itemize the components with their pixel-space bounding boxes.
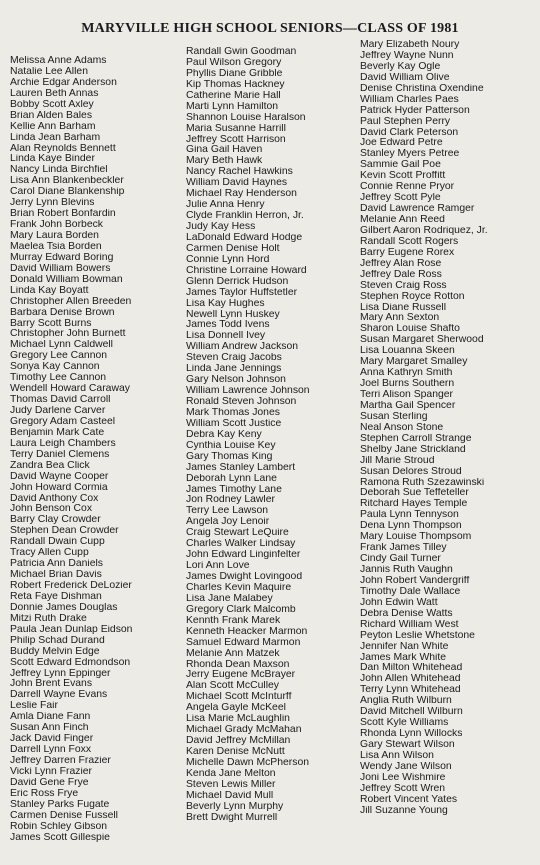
student-name: Anglia Ruth Wilburn xyxy=(360,696,452,707)
student-name: Christopher John Burnett xyxy=(10,329,126,340)
student-name: Lauren Beth Annas xyxy=(10,88,99,99)
student-name: Nancy Linda Birchfiel xyxy=(10,165,108,176)
student-name: Philip Schad Durand xyxy=(10,635,105,646)
student-name: David Lawrence Ramger xyxy=(360,204,475,215)
student-name: Debra Denise Watts xyxy=(360,608,453,619)
student-name: Michael Grady McMahan xyxy=(186,725,302,736)
student-name: Joel Burns Southern xyxy=(360,379,455,390)
student-name: John Howard Cormia xyxy=(10,482,108,493)
student-name: Paul Wilson Gregory xyxy=(186,57,282,68)
student-name: Ronald Steven Johnson xyxy=(186,397,297,407)
student-name: Randall Gwin Goodman xyxy=(186,47,297,57)
student-name: James Taylor Huffstetler xyxy=(186,287,298,298)
student-name: Paula Lynn Tennyson xyxy=(360,510,459,521)
student-name: Linda Jean Barham xyxy=(10,132,101,143)
student-name: Mary Ann Sexton xyxy=(360,313,440,324)
student-name: Brian Alden Bales xyxy=(10,110,93,121)
student-name: Michael Lynn Caldwell xyxy=(10,340,113,351)
student-name: Lisa Donnell Ivey xyxy=(186,331,266,342)
student-name: Sammie Gail Poe xyxy=(360,160,441,171)
student-name: Jeffrey Alan Rose xyxy=(360,258,442,269)
student-name: Barbara Denise Brown xyxy=(10,307,115,318)
student-name: Susan Sterling xyxy=(360,411,428,422)
student-name: Lisa Ann Wilson xyxy=(360,750,434,761)
student-name: Gina Gail Haven xyxy=(186,145,263,156)
student-name: Joni Lee Wishmire xyxy=(360,772,446,783)
student-name: Jill Marie Stroud xyxy=(360,455,435,466)
student-name: Michelle Dawn McPherson xyxy=(186,757,310,768)
student-name: Mark Thomas Jones xyxy=(186,407,280,418)
page-title: MARYVILLE HIGH SCHOOL SENIORS—CLASS OF 1981 xyxy=(81,21,459,36)
student-name: Jennifer Nan White xyxy=(360,641,449,652)
student-name: Jeffrey Scott Pyle xyxy=(360,193,441,204)
student-name: Michael Ray Henderson xyxy=(186,189,297,200)
student-name: Lisa Diane Russell xyxy=(360,302,447,313)
student-name: Timothy Lee Cannon xyxy=(10,373,107,384)
student-name: Archie Edgar Anderson xyxy=(10,77,117,88)
student-name: Beverly Lynn Murphy xyxy=(186,801,284,812)
student-name: Beverly Kay Ogle xyxy=(360,61,441,72)
student-name: Jeffrey Scott Wren xyxy=(360,783,446,794)
student-name: Donnie James Douglas xyxy=(10,602,118,613)
student-name: David Mitchell Wilburn xyxy=(360,707,463,718)
student-name: Steven Craig Ross xyxy=(360,280,447,291)
student-name: Connie Lynn Hord xyxy=(186,254,270,265)
student-name: Kenneth Heacker Marmon xyxy=(186,626,308,637)
student-name: Jerry Eugene McBrayer xyxy=(186,670,296,681)
student-name: Dena Lynn Thompson xyxy=(360,521,462,532)
student-name: Buddy Melvin Edge xyxy=(10,646,100,657)
student-name: Frank John Borbeck xyxy=(10,220,103,231)
student-name: Carmen Denise Holt xyxy=(186,243,280,254)
student-name: Jannis Ruth Vaughn xyxy=(360,565,453,575)
student-name: Martha Gail Spencer xyxy=(360,400,456,411)
names-column-2 xyxy=(186,47,368,824)
student-name: Catherine Marie Hall xyxy=(186,90,281,101)
student-name: Randall Dwain Cupp xyxy=(10,537,105,548)
student-name: Alan Reynolds Bennett xyxy=(10,143,116,154)
student-name: David Clark Peterson xyxy=(360,127,459,138)
student-name: Steven Craig Jacobs xyxy=(186,353,282,364)
student-name: Mary Elizabeth Noury xyxy=(360,40,460,50)
student-name: Stephen Royce Rotton xyxy=(360,291,465,302)
student-name: Deborah Lynn Lane xyxy=(186,473,277,484)
student-name: Laura Leigh Chambers xyxy=(10,438,116,449)
student-name: Vicki Lynn Frazier xyxy=(10,766,92,777)
student-name: Linda Kay Boyatt xyxy=(10,285,89,296)
student-name: Gilbert Aaron Rodriquez, Jr. xyxy=(360,225,488,236)
student-name: Paula Jean Dunlap Eidson xyxy=(10,624,133,635)
student-name: Paul Stephen Perry xyxy=(360,116,451,127)
student-name: Angela Joy Lenoir xyxy=(186,517,270,528)
student-name: William Charles Paes xyxy=(360,94,459,105)
student-name: Shannon Louise Haralson xyxy=(186,112,306,123)
student-name: Mitzi Ruth Drake xyxy=(10,613,87,624)
student-name: Lori Ann Love xyxy=(186,561,250,572)
student-name: Denise Christina Oxendine xyxy=(360,83,484,94)
student-name: Sonya Kay Cannon xyxy=(10,362,100,373)
student-name: Ritchard Hayes Temple xyxy=(360,499,468,510)
student-name: Carmen Denise Fussell xyxy=(10,810,118,821)
student-name: Christine Lorraine Howard xyxy=(186,265,307,276)
student-name: Scott Edward Edmondson xyxy=(10,657,131,668)
student-name: Phyllis Diane Gribble xyxy=(186,68,283,79)
student-name: Gregory Clark Malcomb xyxy=(186,604,296,615)
student-name: Judy Darlene Carver xyxy=(10,406,106,416)
student-name: Bobby Scott Axley xyxy=(10,99,94,110)
student-name: Linda Jane Jennings xyxy=(186,364,282,375)
student-name: Samuel Edward Marmon xyxy=(186,637,301,648)
student-name: Timothy Dale Wallace xyxy=(360,586,461,597)
student-name: Susan Delores Stroud xyxy=(360,466,462,477)
student-name: Stephen Carroll Strange xyxy=(360,433,472,444)
student-name: Patricia Ann Daniels xyxy=(10,559,103,570)
student-name: Kip Thomas Hackney xyxy=(186,79,285,90)
student-name: Leslie Fair xyxy=(10,701,58,712)
student-name: Amla Diane Fann xyxy=(10,712,91,723)
names-column-3 xyxy=(360,40,540,817)
student-name: Judy Kay Hess xyxy=(186,222,256,232)
student-name: Melissa Anne Adams xyxy=(10,56,107,66)
student-name: Stanley Myers Petree xyxy=(360,149,460,160)
student-name: Karen Denise McNutt xyxy=(186,747,285,757)
student-name: David William Olive xyxy=(360,72,450,83)
student-name: David Jeffrey McMillan xyxy=(186,736,291,747)
student-name: Randall Scott Rogers xyxy=(360,236,459,247)
student-name: Neal Anson Stone xyxy=(360,422,444,433)
student-name: Gregory Adam Casteel xyxy=(10,416,116,427)
student-name: Rhonda Lynn Willocks xyxy=(360,729,463,740)
student-name: Christopher Allen Breeden xyxy=(10,296,132,307)
student-name: Cindy Gail Turner xyxy=(360,554,441,565)
student-name: Craig Stewart LeQuire xyxy=(186,528,289,539)
student-name: Joe Edward Petre xyxy=(360,138,443,149)
student-name: Susan Ann Finch xyxy=(10,723,89,734)
student-name: Susan Margaret Sherwood xyxy=(360,335,484,346)
student-name: Donald William Bowman xyxy=(10,274,123,285)
student-name: Frank James Tilley xyxy=(360,543,447,554)
student-name: Jeffrey Wayne Nunn xyxy=(360,50,454,61)
student-name: Kellie Ann Barham xyxy=(10,121,96,132)
student-name: Charles Walker Lindsay xyxy=(186,539,296,550)
student-name: William Andrew Jackson xyxy=(186,342,299,353)
student-name: William David Haynes xyxy=(186,178,288,189)
student-name: Gary Stewart Wilson xyxy=(360,740,455,750)
student-name: Stanley Parks Fugate xyxy=(10,799,110,810)
student-name: Glenn Derrick Hudson xyxy=(186,276,289,287)
student-name: Steven Lewis Miller xyxy=(186,779,276,790)
student-name: Wendy Jane Wilson xyxy=(360,761,452,772)
student-name: Brian Robert Bonfardin xyxy=(10,209,116,220)
student-name: Kevin Scott Proffitt xyxy=(360,171,446,182)
student-name: Melanie Ann Matzek xyxy=(186,648,280,659)
student-name: Robert Frederick DeLozier xyxy=(10,581,132,591)
student-name: Linda Kaye Binder xyxy=(10,154,95,165)
student-name: Ramona Ruth Szezawinski xyxy=(360,477,485,488)
student-name: Scott Kyle Williams xyxy=(360,718,449,729)
student-name: Michael Brian Davis xyxy=(10,570,102,581)
names-column-1 xyxy=(10,56,192,844)
student-name: Lisa Jane Malabey xyxy=(186,593,273,604)
student-name: William Lawrence Johnson xyxy=(186,386,310,397)
student-name: Gary Nelson Johnson xyxy=(186,375,286,386)
student-name: David Gene Frye xyxy=(10,777,89,788)
student-name: Benjamin Mark Cate xyxy=(10,427,105,438)
student-name: Michael David Mull xyxy=(186,790,274,801)
student-name: Debra Kay Keny xyxy=(186,429,262,440)
student-name: Lisa Kay Hughes xyxy=(186,298,265,309)
student-name: Zandra Bea Click xyxy=(10,460,90,471)
student-name: Maelea Tsia Borden xyxy=(10,241,102,252)
student-name: Brett Dwight Murrell xyxy=(186,812,278,823)
student-name: Jeffrey Lynn Eppinger xyxy=(10,668,111,679)
student-name: Gregory Lee Cannon xyxy=(10,351,108,362)
student-name: Newell Lynn Huskey xyxy=(186,309,280,320)
student-name: James Todd Ivens xyxy=(186,320,270,331)
student-name: Lisa Louanna Skeen xyxy=(360,346,455,357)
student-name: Eric Ross Frye xyxy=(10,788,79,799)
student-name: Marti Lynn Hamilton xyxy=(186,101,279,112)
student-name: Maria Susanne Harrill xyxy=(186,123,286,134)
student-name: Charles Kevin Maquire xyxy=(186,582,292,593)
student-name: James Scott Gillespie xyxy=(10,832,110,843)
student-name: Jeffrey Darren Frazier xyxy=(10,756,111,766)
student-name: Nancy Rachel Hawkins xyxy=(186,167,293,178)
student-name: Jack David Finger xyxy=(10,734,94,745)
student-name: Melanie Ann Reed xyxy=(360,215,445,225)
student-name: Robin Schley Gibson xyxy=(10,821,108,832)
student-name: Barry Scott Burns xyxy=(10,318,92,329)
student-name: Kennth Frank Marek xyxy=(186,615,281,626)
student-name: Alan Scott McCulley xyxy=(186,681,279,692)
student-name: Jeffrey Dale Ross xyxy=(360,269,442,280)
student-name: Richard William West xyxy=(360,619,459,630)
student-name: Terri Alison Spanger xyxy=(360,390,453,400)
student-name: Terry Lynn Whitehead xyxy=(360,685,461,696)
student-name: Murray Edward Boring xyxy=(10,252,114,263)
student-name: Clyde Franklin Herron, Jr. xyxy=(186,211,304,222)
student-name: Patrick Hyder Patterson xyxy=(360,105,470,116)
student-name: Tracy Allen Cupp xyxy=(10,548,89,559)
student-name: Lisa Marie McLaughlin xyxy=(186,714,290,725)
student-name: LaDonald Edward Hodge xyxy=(186,232,303,243)
student-name: Dan Milton Whitehead xyxy=(360,663,463,674)
student-name: Thomas David Carroll xyxy=(10,395,111,406)
student-name: James Stanley Lambert xyxy=(186,462,296,473)
student-name: David Anthony Cox xyxy=(10,493,99,504)
student-name: David Wayne Cooper xyxy=(10,471,109,482)
student-name: Robert Vincent Yates xyxy=(360,794,458,805)
student-name: Barry Clay Crowder xyxy=(10,515,101,526)
student-name: Lisa Ann Blankenbeckler xyxy=(10,176,124,187)
student-name: Mary Louise Thompsom xyxy=(360,532,472,543)
student-name: Anna Kathryn Smith xyxy=(360,368,453,379)
student-name: Peyton Leslie Whetstone xyxy=(360,630,475,641)
student-name: Mary Margaret Smalley xyxy=(360,357,468,368)
student-name: Connie Renne Pryor xyxy=(360,182,455,193)
student-name: Michael Scott McInturff xyxy=(186,692,292,703)
student-name: John Edwin Watt xyxy=(360,597,438,608)
student-name: Cynthia Louise Key xyxy=(186,440,276,451)
student-name: Julie Anna Henry xyxy=(186,200,265,211)
student-name: Deborah Sue Teffeteller xyxy=(360,488,469,499)
student-name: Terry Lee Lawson xyxy=(186,506,269,517)
student-name: John Robert Vandergriff xyxy=(360,575,470,586)
student-name: Rhonda Dean Maxson xyxy=(186,659,290,670)
student-name: John Edward Linginfelter xyxy=(186,550,301,561)
student-name: Stephen Dean Crowder xyxy=(10,526,119,537)
student-name: Carol Diane Blankenship xyxy=(10,187,125,198)
student-name: Darrell Wayne Evans xyxy=(10,690,108,701)
student-name: Kenda Jane Melton xyxy=(186,768,276,779)
student-name: Jerry Lynn Blevins xyxy=(10,198,95,209)
student-name: John Brent Evans xyxy=(10,679,93,690)
student-name: Mary Beth Hawk xyxy=(186,156,263,167)
student-name: Barry Eugene Rorex xyxy=(360,247,455,258)
student-name: James Dwight Lovingood xyxy=(186,572,303,582)
student-name: Reta Faye Dishman xyxy=(10,591,102,602)
student-name: Natalie Lee Allen xyxy=(10,66,88,77)
student-name: James Mark White xyxy=(360,652,447,663)
student-name: Jill Suzanne Young xyxy=(360,805,448,816)
student-name: Wendell Howard Caraway xyxy=(10,384,130,395)
student-name: Darrell Lynn Foxx xyxy=(10,745,92,756)
student-name: Shelby Jane Strickland xyxy=(360,444,466,455)
student-name: Jon Rodney Lawler xyxy=(186,495,275,506)
student-name: David William Bowers xyxy=(10,263,111,274)
student-name: John Benson Cox xyxy=(10,504,93,515)
student-name: James Timothy Lane xyxy=(186,484,282,495)
student-name: Terry Daniel Clemens xyxy=(10,449,110,460)
student-name: William Scott Justice xyxy=(186,418,282,429)
student-name: Sharon Louise Shafto xyxy=(360,324,460,335)
student-name: John Allen Whitehead xyxy=(360,674,461,685)
student-name: Gary Thomas King xyxy=(186,451,273,462)
student-name: Mary Laura Borden xyxy=(10,231,99,241)
student-name: Angela Gayle McKeel xyxy=(186,703,286,714)
student-name: Jeffrey Scott Harrison xyxy=(186,134,286,145)
